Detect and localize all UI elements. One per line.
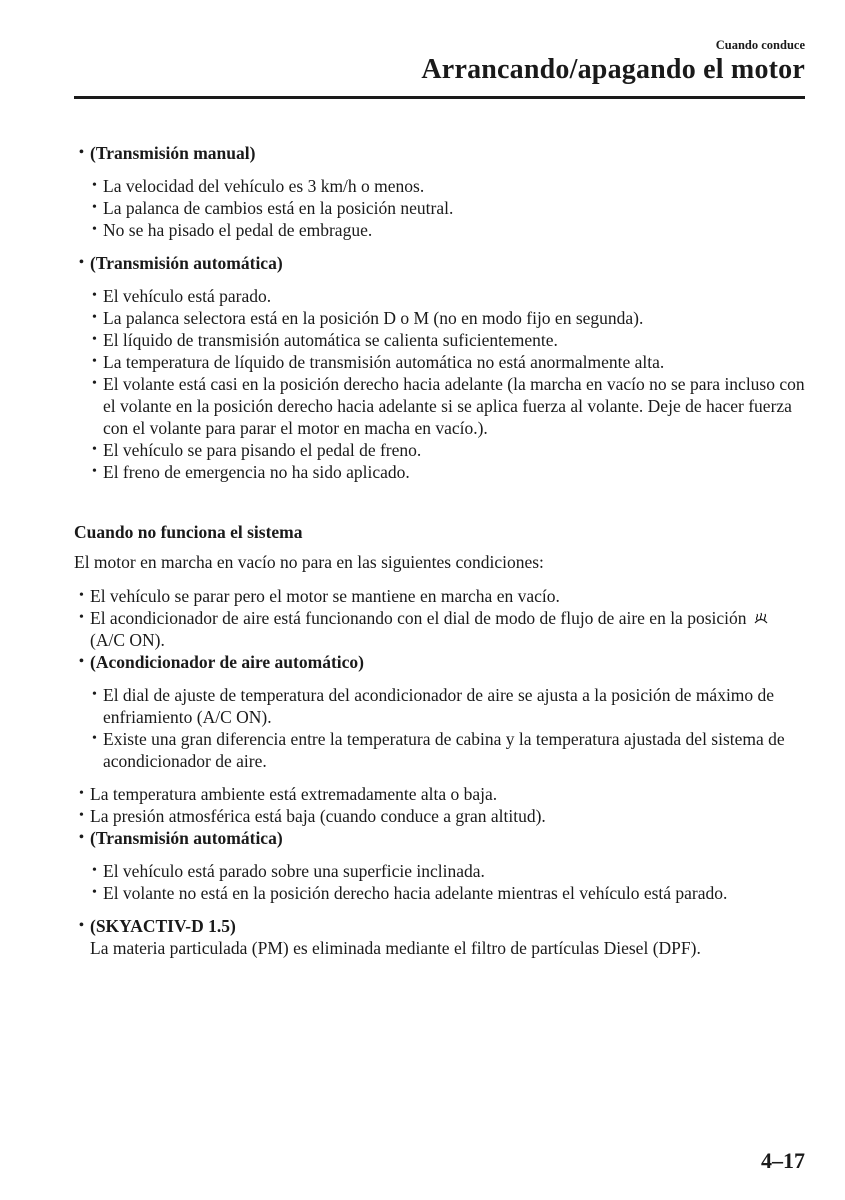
list-item: • No se ha pisado el pedal de embrague. [74,219,809,241]
page-number: 4–17 [761,1148,805,1173]
list-item: • La temperatura ambiente está extremadamente alta o baja. [74,783,809,805]
skyactiv-heading: • (SKYACTIV-D 1.5) [74,915,809,937]
ac-auto-heading: • (Acondicionador de aire automático) [74,651,809,673]
page-title: Arrancando/apagando el motor [421,54,805,85]
list-item: • La palanca selectora está en la posición D o M (no en modo fijo en segunda). [74,307,809,329]
auto-heading: • (Transmisión automática) [74,252,809,274]
list-item: • El volante está casi en la posición derecho hacia adelante (la marcha en vacío no se para incluso con el volante en la posición derecho hacia adelante si se aplica fuerza al volante. Deje de hacer fuerza con el volante para parar el motor en macha en vacío.). [74,373,809,439]
page-content [74,142,809,959]
auto2-heading: • (Transmisión automática) [74,827,809,849]
header-rule [74,96,805,99]
list-item: • El vehículo se parar pero el motor se mantiene en marcha en vacío. [74,585,809,607]
section-label: Cuando conduce [715,38,805,52]
list-item: • El vehículo se para pisando el pedal de freno. [74,439,809,461]
system-heading: Cuando no funciona el sistema [74,522,303,542]
ac-text-after: (A/C ON). [90,630,165,650]
system-intro: El motor en marcha en vacío no para en las siguientes condiciones: [74,552,544,572]
list-item: • Existe una gran diferencia entre la temperatura de cabina y la temperatura ajustada del sistema de acondicionador de aire. [74,728,809,772]
list-item: • El dial de ajuste de temperatura del acondicionador de aire se ajusta a la posición de máximo de enfriamiento (A/C ON). [74,684,809,728]
defroster-icon [753,610,769,626]
list-item: • El vehículo está parado. [74,285,809,307]
list-item-ac [74,607,809,651]
skyactiv-text: La materia particulada (PM) es eliminada mediante el filtro de partículas Diesel (DPF). [90,938,701,958]
list-item: • El volante no está en la posición derecho hacia adelante mientras el vehículo está parado. [74,882,809,904]
list-item: • La velocidad del vehículo es 3 km/h o menos. [74,175,809,197]
list-item: • La temperatura de líquido de transmisión automática no está anormalmente alta. [74,351,809,373]
list-item: • La presión atmosférica está baja (cuando conduce a gran altitud). [74,805,809,827]
list-item: • El vehículo está parado sobre una superficie inclinada. [74,860,809,882]
manual-heading: • (Transmisión manual) [74,142,809,164]
ac-text-before: El acondicionador de aire está funcionando con el dial de modo de flujo de aire en la posición [90,608,747,628]
list-item: • La palanca de cambios está en la posición neutral. [74,197,809,219]
list-item: • El freno de emergencia no ha sido aplicado. [74,461,809,483]
list-item: • El líquido de transmisión automática se calienta suficientemente. [74,329,809,351]
